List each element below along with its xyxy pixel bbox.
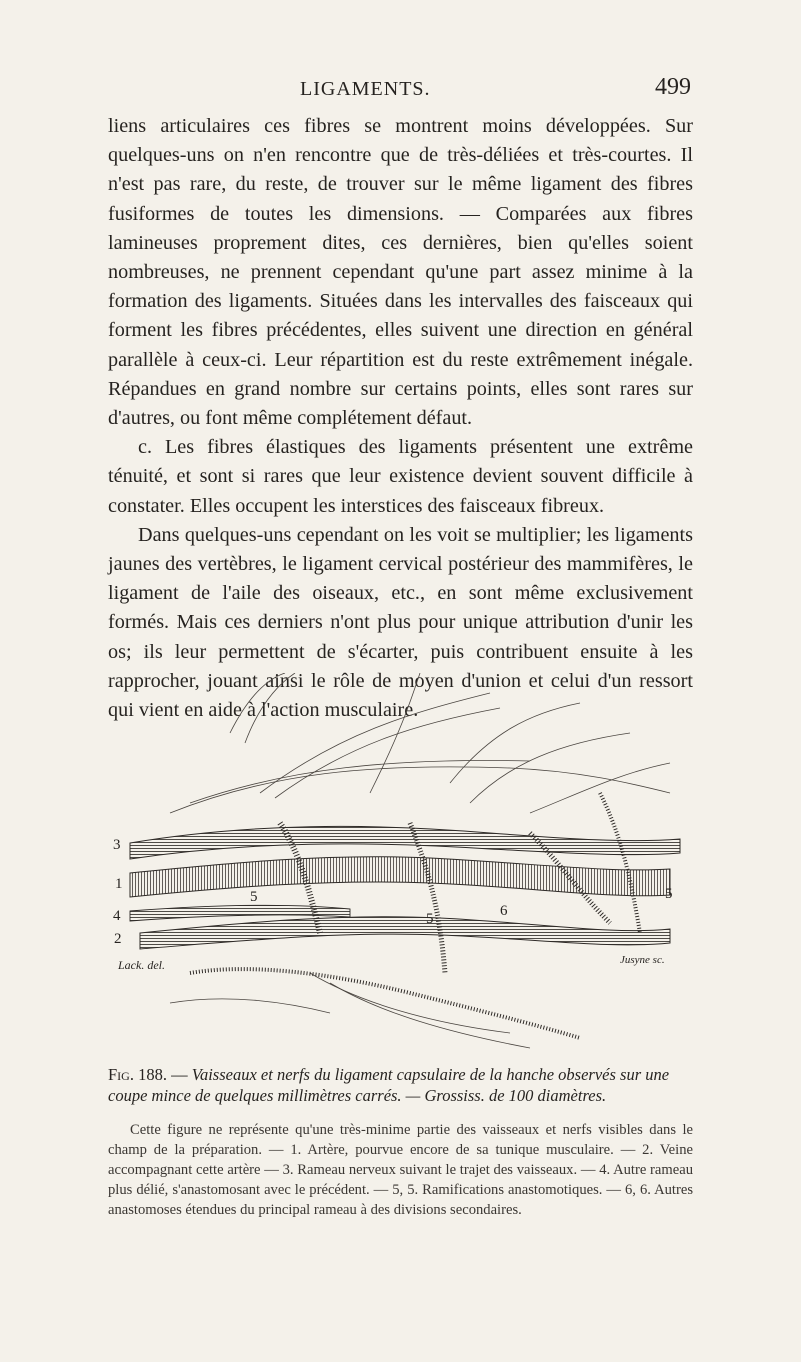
running-title: LIGAMENTS. [300, 78, 431, 100]
figure-label: 3 [113, 837, 121, 853]
body-text [108, 112, 693, 725]
vessel-nerve-engraving [110, 673, 692, 1053]
caption-text: Vaisseaux et nerfs du ligament capsulaire de la hanche observés sur une coupe mince de quelques millimètres carrés. — Grossiss. de 100 diamètres. [108, 1065, 670, 1105]
engraver-signature-right: Jusyne sc. [620, 954, 665, 966]
paragraph: liens articulaires ces fibres se montrent moins développées. Sur quelques-uns on n'en rencontre que de très-déliées et très-courtes. Il n'est pas rare, du reste, de trouver sur le même ligament des fibres fusiformes de toutes les dimensions. — Comparées aux fibres lamineuses proprement dites, ces dernières, bien qu'elles soient nombreuses, ne prennent cependant qu'une part assez minime à la formation des ligaments. Situées dans les intervalles des faisceaux qui forment les fibres précédentes, elles suivent une direction en général parallèle à ceux-ci. Leur répartition est du reste extrêmement inégale. Répandues en grand nombre sur certains points, elles sont rares sur d'autres, ou font même complétement défaut. [108, 115, 693, 430]
page-number: 499 [655, 74, 691, 100]
figure-label: 1 [115, 876, 123, 892]
legend-text: Cette figure ne représente qu'une très-minime partie des vaisseaux et nerfs visibles dans le champ de la préparation. — 1. Artère, pourvue encore de sa tunique musculaire. — 2. Veine accompagnant cette artère — 3. Rameau nerveux suivant le trajet des vaisseaux. — 4. Autre rameau plus délié, s'anastomosant avec le précédent. — 5, 5. Ramifications anastomotiques. — 6, 6. Autres anastomoses étendues du principal rameau à des divisions secondaires. [108, 1122, 693, 1218]
page-header [0, 74, 801, 108]
figure-illustration [110, 673, 692, 1053]
figure-label: 4 [113, 908, 121, 924]
paragraph: Dans quelques-uns cependant on les voit se multiplier; les ligaments jaunes des vertèbres, le ligament cervical postérieur des mammifères, le ligament de l'aile des oiseaux, etc., en sont même exclusivement formés. Mais ces derniers n'ont plus pour unique attribution d'unir les os; ils leur permettent de s'écarter, puis contribuent ensuite à les rapprocher, jouant ainsi le rôle de moyen d'union et celui d'un ressort qui vient en aide à l'action musculaire. [108, 523, 693, 722]
figure-number: Fig. 188. [108, 1065, 167, 1084]
engraver-signature-left: Lack. del. [118, 958, 165, 972]
figure-label: 6 [500, 903, 508, 919]
figure-legend [108, 1120, 693, 1220]
figure-label: 2 [114, 931, 122, 947]
figure-label: 5 [426, 911, 434, 927]
figure-caption: Fig. 188. — Vaisseaux et nerfs du ligament capsulaire de la hanche observés sur une coupe mince de quelques millimètres carrés. — Grossiss. de 100 diamètres. [108, 1065, 670, 1105]
figure-label: 5 [250, 889, 258, 905]
paragraph: c. Les fibres élastiques des ligaments présentent une extrême ténuité, et sont si rares que leur existence devient souvent difficile à constater. Elles occupent les interstices des faisceaux fibreux. [108, 436, 693, 517]
figure-label: 5 [665, 886, 673, 902]
